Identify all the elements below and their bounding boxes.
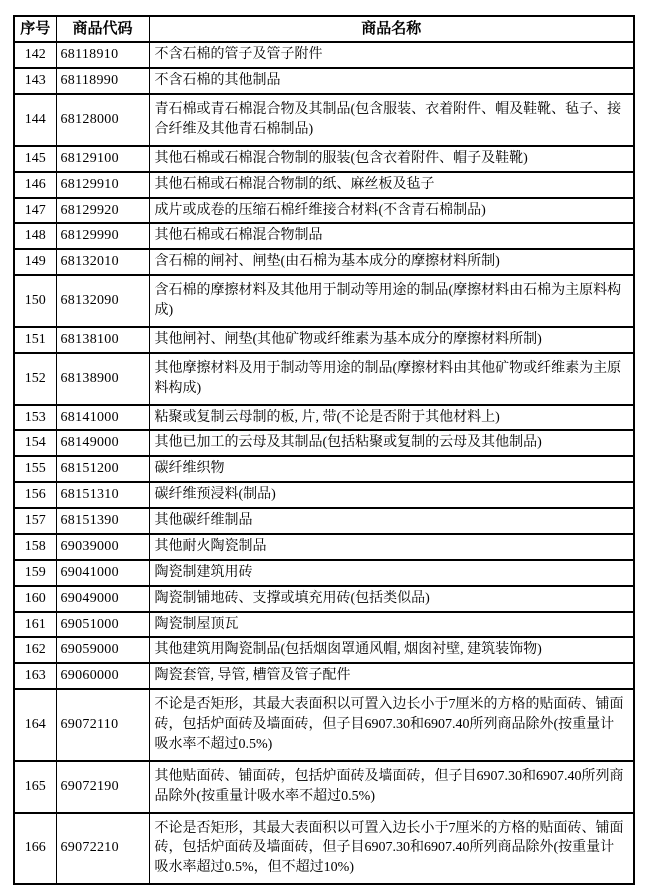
row-commodity-name: 其他贴面砖、铺面砖，包括炉面砖及墙面砖，但子目6907.30和6907.40所列商品除外(按重量计吸水率不超过0.5%) (149, 761, 634, 813)
row-commodity-name: 其他已加工的云母及其制品(包括粘聚或复制的云母及其他制品) (149, 430, 634, 456)
row-commodity-code: 68151390 (56, 508, 149, 534)
table-row (14, 813, 634, 885)
commodity-code-table (13, 15, 635, 885)
row-serial-number: 147 (14, 198, 56, 224)
row-serial-number: 166 (14, 813, 56, 885)
table-row (14, 456, 634, 482)
row-commodity-code: 69041000 (56, 560, 149, 586)
row-serial-number: 157 (14, 508, 56, 534)
row-commodity-name: 不论是否矩形，其最大表面积以可置入边长小于7厘米的方格的贴面砖、铺面砖，包括炉面砖及墙面砖，但子目6907.30和6907.40所列商品除外(按重量计吸水率不超过0.5%) (149, 689, 634, 761)
row-serial-number: 160 (14, 586, 56, 612)
row-serial-number: 158 (14, 534, 56, 560)
row-commodity-code: 68129920 (56, 198, 149, 224)
row-commodity-name: 其他闸衬、闸垫(其他矿物或纤维素为基本成分的摩擦材料所制) (149, 327, 634, 353)
row-commodity-code: 68151200 (56, 456, 149, 482)
table-row (14, 689, 634, 761)
table-row (14, 223, 634, 249)
row-commodity-name: 其他摩擦材料及用于制动等用途的制品(摩擦材料由其他矿物或纤维素为主原料构成) (149, 353, 634, 405)
row-commodity-code: 69072190 (56, 761, 149, 813)
row-serial-number: 156 (14, 482, 56, 508)
table-row (14, 430, 634, 456)
table-row (14, 42, 634, 68)
row-commodity-code: 69072110 (56, 689, 149, 761)
table-row (14, 612, 634, 638)
row-serial-number: 144 (14, 94, 56, 146)
row-serial-number: 161 (14, 612, 56, 638)
table-row (14, 560, 634, 586)
table-row (14, 405, 634, 431)
row-commodity-code: 68141000 (56, 405, 149, 431)
row-commodity-name: 其他石棉或石棉混合物制品 (149, 223, 634, 249)
row-commodity-name: 陶瓷制建筑用砖 (149, 560, 634, 586)
header-commodity-name: 商品名称 (149, 16, 634, 42)
row-commodity-code: 68129100 (56, 146, 149, 172)
row-commodity-code: 68118910 (56, 42, 149, 68)
row-commodity-name: 其他碳纤维制品 (149, 508, 634, 534)
row-serial-number: 165 (14, 761, 56, 813)
table-row (14, 482, 634, 508)
row-commodity-code: 69039000 (56, 534, 149, 560)
row-serial-number: 151 (14, 327, 56, 353)
row-commodity-name: 不含石棉的其他制品 (149, 68, 634, 94)
table-body (14, 42, 634, 884)
row-serial-number: 164 (14, 689, 56, 761)
table-row (14, 663, 634, 689)
row-commodity-code: 68138100 (56, 327, 149, 353)
row-commodity-name: 其他石棉或石棉混合物制的服装(包含衣着附件、帽子及鞋靴) (149, 146, 634, 172)
row-commodity-code: 68128000 (56, 94, 149, 146)
header-row (14, 16, 634, 42)
row-commodity-code: 69060000 (56, 663, 149, 689)
row-serial-number: 152 (14, 353, 56, 405)
table-row (14, 586, 634, 612)
row-commodity-code: 68132010 (56, 249, 149, 275)
table-row (14, 275, 634, 327)
row-commodity-code: 68118990 (56, 68, 149, 94)
row-commodity-name: 含石棉的摩擦材料及其他用于制动等用途的制品(摩擦材料由石棉为主原料构成) (149, 275, 634, 327)
row-commodity-code: 69072210 (56, 813, 149, 885)
row-commodity-code: 68129910 (56, 172, 149, 198)
row-commodity-name: 其他建筑用陶瓷制品(包括烟囱罩通风帽, 烟囱衬壁, 建筑装饰物) (149, 637, 634, 663)
row-commodity-code: 68129990 (56, 223, 149, 249)
row-serial-number: 150 (14, 275, 56, 327)
row-serial-number: 159 (14, 560, 56, 586)
header-serial-number: 序号 (14, 16, 56, 42)
table-row (14, 353, 634, 405)
row-serial-number: 148 (14, 223, 56, 249)
row-commodity-name: 含石棉的闸衬、闸垫(由石棉为基本成分的摩擦材料所制) (149, 249, 634, 275)
row-commodity-name: 成片或成卷的压缩石棉纤维接合材料(不含青石棉制品) (149, 198, 634, 224)
row-commodity-code: 68138900 (56, 353, 149, 405)
table-header (14, 16, 634, 42)
table-row (14, 534, 634, 560)
row-commodity-name: 陶瓷制铺地砖、支撑或填充用砖(包括类似品) (149, 586, 634, 612)
row-commodity-name: 碳纤维织物 (149, 456, 634, 482)
row-serial-number: 155 (14, 456, 56, 482)
table-row (14, 327, 634, 353)
table-row (14, 146, 634, 172)
row-serial-number: 162 (14, 637, 56, 663)
row-commodity-code: 69051000 (56, 612, 149, 638)
row-commodity-code: 68151310 (56, 482, 149, 508)
row-serial-number: 154 (14, 430, 56, 456)
row-commodity-name: 不论是否矩形，其最大表面积以可置入边长小于7厘米的方格的贴面砖、铺面砖，包括炉面砖及墙面砖，但子目6907.30和6907.40所列商品除外(按重量计吸水率超过0.5%，但不超过10%) (149, 813, 634, 885)
table-row (14, 637, 634, 663)
row-serial-number: 146 (14, 172, 56, 198)
row-commodity-name: 其他石棉或石棉混合物制的纸、麻丝板及毡子 (149, 172, 634, 198)
table-row (14, 68, 634, 94)
row-commodity-name: 粘聚或复制云母制的板, 片, 带(不论是否附于其他材料上) (149, 405, 634, 431)
row-commodity-name: 不含石棉的管子及管子附件 (149, 42, 634, 68)
table-row (14, 94, 634, 146)
table-row (14, 249, 634, 275)
row-commodity-code: 69059000 (56, 637, 149, 663)
header-commodity-code: 商品代码 (56, 16, 149, 42)
row-commodity-code: 68149000 (56, 430, 149, 456)
row-commodity-code: 69049000 (56, 586, 149, 612)
row-serial-number: 143 (14, 68, 56, 94)
row-serial-number: 163 (14, 663, 56, 689)
table-row (14, 761, 634, 813)
row-commodity-name: 陶瓷制屋顶瓦 (149, 612, 634, 638)
row-commodity-name: 其他耐火陶瓷制品 (149, 534, 634, 560)
row-commodity-code: 68132090 (56, 275, 149, 327)
row-commodity-name: 青石棉或青石棉混合物及其制品(包含服装、衣着附件、帽及鞋靴、毡子、接合纤维及其他青石棉制品) (149, 94, 634, 146)
row-serial-number: 149 (14, 249, 56, 275)
row-commodity-name: 碳纤维预浸料(制品) (149, 482, 634, 508)
table-row (14, 172, 634, 198)
table-row (14, 198, 634, 224)
row-serial-number: 145 (14, 146, 56, 172)
row-serial-number: 142 (14, 42, 56, 68)
table-row (14, 508, 634, 534)
row-serial-number: 153 (14, 405, 56, 431)
row-commodity-name: 陶瓷套管, 导管, 槽管及管子配件 (149, 663, 634, 689)
